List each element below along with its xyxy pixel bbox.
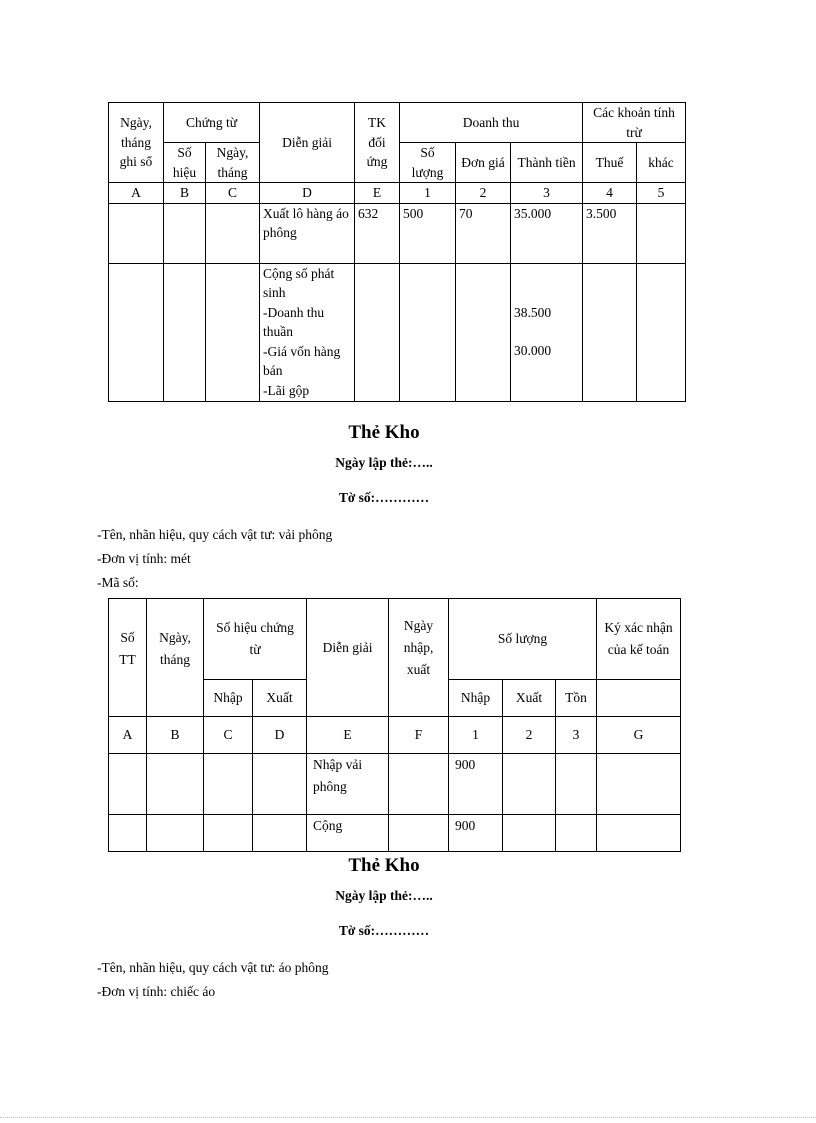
header-so-tt: Số TT [109,599,147,717]
header-ton: Tồn [556,680,597,717]
to-so: Tờ số:………… [338,490,430,505]
ngay-lap-the: Ngày lập thẻ:….. [335,455,433,470]
column-code: D [253,717,307,754]
don-vi-tinh: -Đơn vị tính: chiếc áo [97,984,216,999]
header-xuat: Xuất [253,680,307,717]
header-dien-giai: Diễn giải [307,599,389,717]
header-thanh-tien: Thành tiền [511,143,583,183]
header-so-luong: Số lượng [449,599,597,680]
summary-cell [260,263,355,401]
header-ngay-thang-ghi-so: Ngày, tháng ghi sổ [109,103,164,183]
table-row [109,815,681,852]
column-code: 3 [511,183,583,204]
ma-so: -Mã số: [97,575,139,590]
header-xuat: Xuất [503,680,556,717]
header-so-hieu: Số hiệu [164,143,206,183]
column-code: C [204,717,253,754]
to-so: Tờ số:………… [338,923,430,938]
so-luong-cell: 500 [400,203,456,263]
header-thue: Thuế [583,143,637,183]
gia-von-value: 30.000 [514,343,552,358]
column-code: 3 [556,717,597,754]
column-code: A [109,183,164,204]
column-code: B [147,717,204,754]
table-row [109,754,681,815]
table-row [109,263,686,401]
header-khac: khác [637,143,686,183]
revenue-table [108,102,686,402]
tk-cell: 632 [355,203,400,263]
card-title: Thẻ Kho [348,855,420,876]
column-code: 2 [503,717,556,754]
column-code: C [206,183,260,204]
dien-giai-cell: Xuất lô hàng áo phông [260,203,355,263]
doanh-thu-thuan-value: 38.500 [514,304,552,320]
column-code: E [307,717,389,754]
ten-vat-tu: -Tên, nhãn hiệu, quy cách vật tư: áo phông [97,960,329,975]
header-dien-giai: Diễn giải [260,103,355,183]
column-code: 2 [456,183,511,204]
header-ngay-nhap-xuat: Ngày nhập, xuất [389,599,449,717]
column-code: F [389,717,449,754]
dien-giai-cell: Nhập vải phông [307,754,389,815]
stock-card-table [108,598,681,852]
summary-line: -Giá vốn hàng bán [263,343,341,378]
table-row [109,203,686,263]
header-cac-khoan-tinh-tru: Các khoản tính trừ [583,103,686,143]
header-doanh-thu: Doanh thu [400,103,583,143]
summary-line: Cộng số phát sinh [263,265,335,300]
header-don-gia: Đơn giá [456,143,511,183]
header-nhap: Nhập [449,680,503,717]
thanh-tien-cell: 35.000 [511,203,583,263]
header-so-luong: Số lượng [400,143,456,183]
header-ky-xac-nhan: Ký xác nhận của kế toán [597,599,681,680]
nhap-cell: 900 [449,754,503,815]
header-so-hieu-chung-tu: Số hiệu chứng từ [204,599,307,680]
summary-line: -Doanh thu thuần [263,304,325,339]
column-code: 1 [400,183,456,204]
summary-line: -Lãi gộp [263,382,310,398]
column-code: B [164,183,206,204]
ngay-lap-the: Ngày lập thẻ:….. [335,888,433,903]
page-bottom-divider [0,1117,816,1118]
ten-vat-tu: -Tên, nhãn hiệu, quy cách vật tư: vải phông [97,527,333,542]
column-code: A [109,717,147,754]
header-nhap: Nhập [204,680,253,717]
column-code: 5 [637,183,686,204]
column-code: E [355,183,400,204]
card-title: Thẻ Kho [348,422,420,443]
don-gia-cell: 70 [456,203,511,263]
column-code: 4 [583,183,637,204]
header-chung-tu: Chứng từ [164,103,260,143]
header-tk-doi-ung: TK đối ứng [355,103,400,183]
header-ngay-thang: Ngày, tháng [206,143,260,183]
summary-values-cell [511,263,583,401]
dien-giai-cell: Cộng [307,815,389,852]
column-code: D [260,183,355,204]
column-code: 1 [449,717,503,754]
nhap-cell: 900 [449,815,503,852]
column-code: G [597,717,681,754]
thue-cell: 3.500 [583,203,637,263]
header-ngay-thang: Ngày, tháng [147,599,204,717]
don-vi-tinh: -Đơn vị tính: mét [97,551,191,566]
